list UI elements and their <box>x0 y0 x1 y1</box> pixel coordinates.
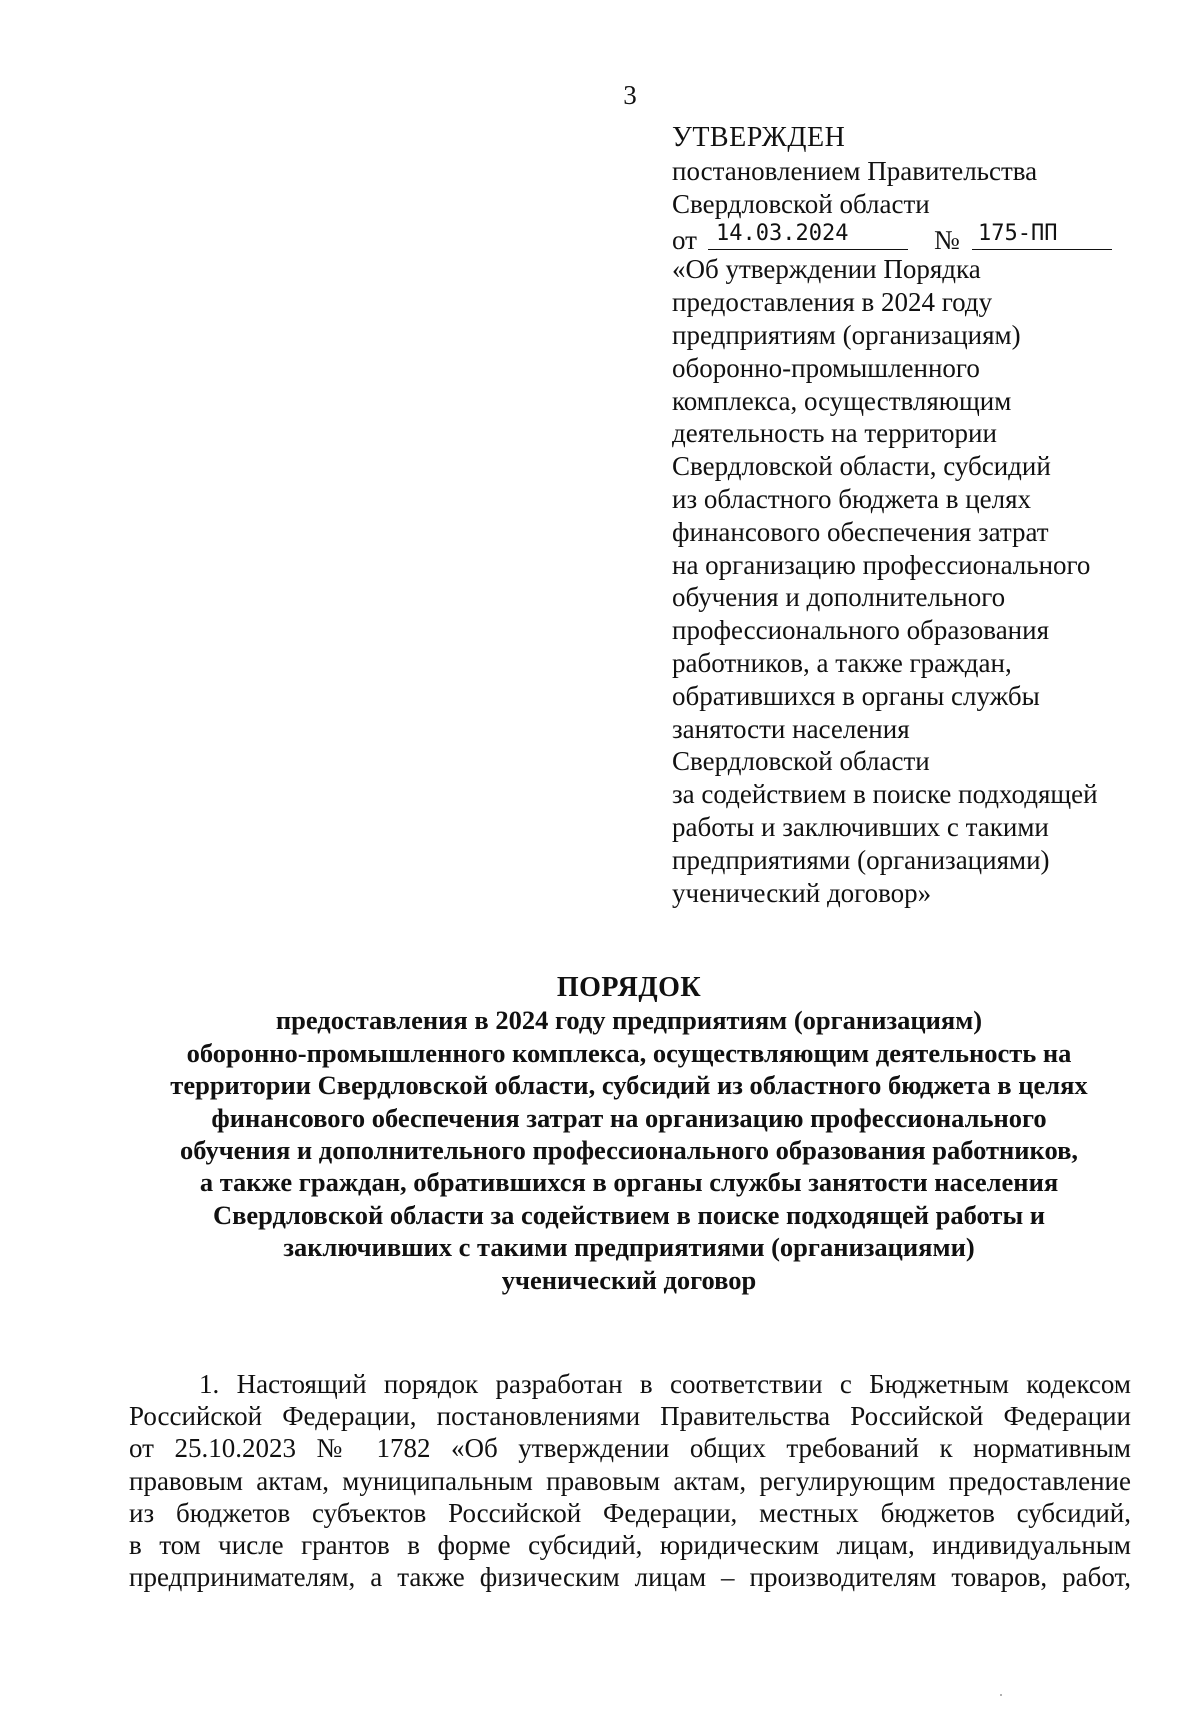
resolution-number: 175-ПП <box>972 220 1112 250</box>
heading-line: территории Свердловской области, субсидий из областного бюджета в целях <box>170 1070 1088 1101</box>
resolution-title-line: за содействием в поиске подходящей <box>672 779 1098 810</box>
resolution-title-line: обучения и дополнительного <box>672 582 1006 613</box>
body-line: из бюджетов субъектов Российской Федерации, местных бюджетов субсидий, <box>129 1497 1131 1528</box>
body-line: 1. Настоящий порядок разработан в соответствии с Бюджетным кодексом <box>199 1369 1131 1399</box>
body-line: от 25.10.2023 № 1782 «Об утверждении общих требований к нормативным <box>129 1433 1131 1464</box>
resolution-title-line: занятости населения <box>672 713 910 744</box>
resolution-title-line: предприятиям (организациям) <box>672 319 1021 350</box>
approval-stamp <box>672 122 1142 909</box>
resolution-title-line: работников, а также граждан, <box>672 647 1012 678</box>
heading-line: обучения и дополнительного профессионального образования работников, <box>179 1135 1079 1166</box>
resolution-date: 14.03.2024 <box>708 220 908 250</box>
resolution-title-line: на организацию профессионального <box>672 549 1091 580</box>
heading-line: ученический договор <box>501 1264 757 1295</box>
resolution-title-line: финансового обеспечения затрат <box>672 516 1049 547</box>
body-line: правовым актам, муниципальным правовым актам, регулирующим предоставление <box>129 1465 1131 1496</box>
approved-label: УТВЕРЖДЕН <box>672 122 846 153</box>
resolution-title-line: оборонно-промышленного <box>672 352 980 383</box>
resolution-title-line: предоставления в 2024 году <box>672 287 993 318</box>
resolution-title-line: предприятиями (организациями) <box>672 844 1050 875</box>
number-sign: № <box>934 225 960 256</box>
resolution-title-line: комплекса, осуществляющим <box>672 385 1012 416</box>
resolution-title-line: профессионального образования <box>672 615 1049 646</box>
heading-line: финансового обеспечения затрат на организацию профессионального <box>211 1102 1047 1133</box>
heading-line: а также граждан, обратившихся в органы службы занятости населения <box>199 1167 1059 1198</box>
resolution-title-line: деятельность на территории <box>672 418 997 449</box>
heading-line: предоставления в 2024 году предприятиям (организациям) <box>275 1005 983 1036</box>
scan-speck <box>1000 1694 1002 1696</box>
resolution-title-line: обратившихся в органы службы <box>672 680 1040 711</box>
approval-line: Свердловской области <box>672 188 930 219</box>
body-line: предпринимателям, а также физическим лицам – производителям товаров, работ, <box>129 1562 1131 1593</box>
page-number: 3 <box>623 80 637 110</box>
heading-line: заключивших с такими предприятиями (организациями) <box>283 1232 975 1263</box>
resolution-title-line: Свердловской области <box>672 746 930 777</box>
heading-line: оборонно-промышленного комплекса, осуществляющим деятельность на <box>186 1037 1072 1068</box>
heading-line: Свердловской области за содействием в поиске подходящей работы и <box>212 1199 1046 1230</box>
date-number-line <box>672 220 1142 256</box>
body-paragraph <box>129 1368 1131 1593</box>
resolution-title-line: работы и заключивших с такими <box>672 811 1049 842</box>
resolution-title-line: ученический договор» <box>672 877 932 908</box>
date-prefix: от <box>672 225 697 256</box>
body-line: в том числе грантов в форме субсидий, юридическим лицам, индивидуальным <box>129 1530 1131 1561</box>
document-title: ПОРЯДОК <box>556 972 702 1003</box>
body-line: Российской Федерации, постановлениями Правительства Российской Федерации <box>129 1401 1131 1432</box>
resolution-title-line: «Об утверждении Порядка <box>672 254 981 285</box>
resolution-title-line: из областного бюджета в целях <box>672 483 1032 514</box>
document-heading <box>118 972 1140 1296</box>
resolution-title-line: Свердловской области, субсидий <box>672 451 1051 482</box>
approval-line: постановлением Правительства <box>672 155 1038 186</box>
